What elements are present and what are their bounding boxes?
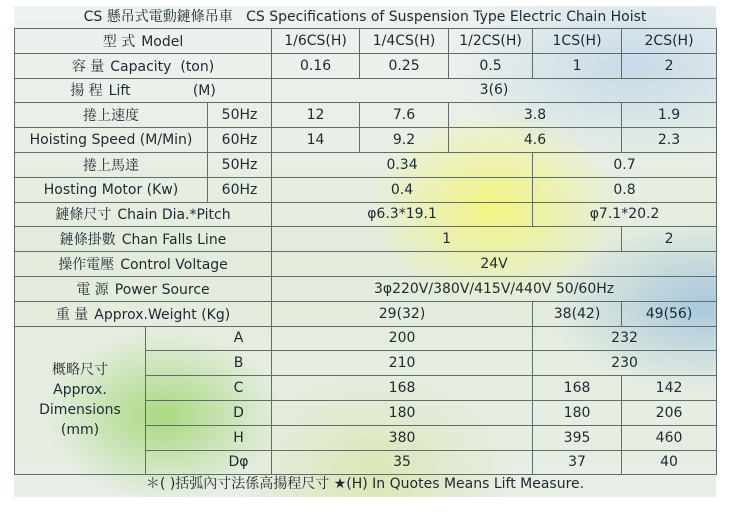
dim-key: C [146,376,272,401]
title-en: CS Specifications of Suspension Type Electric Chain Hoist [246,9,647,25]
label-capacity: 容 量 Capacity (ton) [15,53,272,78]
speed-cell: 14 [272,128,360,153]
dim-key: Dφ [146,450,272,475]
dim-cell: 40 [622,450,717,475]
dim-cell: 168 [533,376,622,401]
label-falls: 鏈條掛數 Chan Falls Line [15,227,272,252]
motor-cell: 0.7 [533,152,717,177]
hz-label: 50Hz [208,103,272,128]
label-lift: 揚 程 Lift (M) [15,78,272,103]
chain-cell: φ6.3*19.1 [272,202,533,227]
motor-cell: 0.8 [533,177,717,202]
model-cell: 2CS(H) [622,29,717,54]
weight-cell: 49(56) [622,301,717,326]
spec-sheet [14,6,716,497]
dim-cell: 180 [533,400,622,425]
row-hoisting-motor-50 [15,152,717,177]
label-hoisting-motor-en: Hosting Motor (Kw) [15,177,208,202]
model-cell: 1CS(H) [533,29,622,54]
row-model [15,29,717,54]
speed-cell: 2.3 [622,128,717,153]
title-cn: CS 懸吊式電動鏈條吊車 [83,9,233,25]
row-weight [15,301,717,326]
label-hoisting-motor-cn: 捲上馬達 [15,152,208,177]
dim-cell: 210 [272,351,533,376]
lift-cell: 3(6) [272,78,717,103]
label-hoisting-speed-en: Hoisting Speed (M/Min) [15,128,208,153]
speed-cell: 9.2 [360,128,449,153]
speed-cell: 12 [272,103,360,128]
hz-label: 50Hz [208,152,272,177]
falls-cell: 2 [622,227,717,252]
capacity-cell: 0.5 [449,53,533,78]
dim-cell: 206 [622,400,717,425]
falls-cell: 1 [272,227,622,252]
capacity-cell: 0.16 [272,53,360,78]
row-power [15,276,717,301]
row-hoisting-speed-50 [15,103,717,128]
dim-cell: 35 [272,450,533,475]
row-hoisting-speed-60 [15,128,717,153]
label-control: 操作電壓 Control Voltage [15,252,272,277]
capacity-cell: 1 [533,53,622,78]
model-cell: 1/2CS(H) [449,29,533,54]
row-falls [15,227,717,252]
hz-label: 60Hz [208,177,272,202]
speed-cell: 1.9 [622,103,717,128]
speed-cell: 3.8 [449,103,622,128]
dim-key: A [146,326,272,351]
dim-cell: 395 [533,425,622,450]
dim-cell: 232 [533,326,717,351]
row-control [15,252,717,277]
dim-cell: 230 [533,351,717,376]
spec-table [14,28,717,475]
row-lift [15,78,717,103]
motor-cell: 0.4 [272,177,533,202]
row-capacity [15,53,717,78]
motor-cell: 0.34 [272,152,533,177]
row-dim-a [15,326,717,351]
dim-key: B [146,351,272,376]
label-chain: 鏈條尺寸 Chain Dia.*Pitch [15,202,272,227]
hz-label: 60Hz [208,128,272,153]
dim-cell: 168 [272,376,533,401]
capacity-cell: 0.25 [360,53,449,78]
dim-cell: 200 [272,326,533,351]
table-title [14,6,716,29]
row-hoisting-motor-60 [15,177,717,202]
label-model: 型 式 Model [15,29,272,54]
dim-key: D [146,400,272,425]
label-dimensions: 概略尺寸 Approx. Dimensions (mm) [15,326,146,475]
label-hoisting-speed-cn: 捲上速度 [15,103,208,128]
model-cell: 1/6CS(H) [272,29,360,54]
speed-cell: 4.6 [449,128,622,153]
dim-cell: 180 [272,400,533,425]
dim-cell: 142 [622,376,717,401]
dim-cell: 460 [622,425,717,450]
power-cell: 3φ220V/380V/415V/440V 50/60Hz [272,276,717,301]
footnote: ＊( )括弧內寸法係高揚程尺寸 ★(H) In Quotes Means Lift Measure. [145,476,585,492]
chain-cell: φ7.1*20.2 [533,202,717,227]
row-chain [15,202,717,227]
speed-cell: 7.6 [360,103,449,128]
label-weight: 重 量 Approx.Weight (Kg) [15,301,272,326]
label-power: 電 源 Power Source [15,276,272,301]
weight-cell: 29(32) [272,301,533,326]
capacity-cell: 2 [622,53,717,78]
dim-cell: 380 [272,425,533,450]
dim-cell: 37 [533,450,622,475]
dim-key: H [146,425,272,450]
model-cell: 1/4CS(H) [360,29,449,54]
control-cell: 24V [272,252,717,277]
weight-cell: 38(42) [533,301,622,326]
